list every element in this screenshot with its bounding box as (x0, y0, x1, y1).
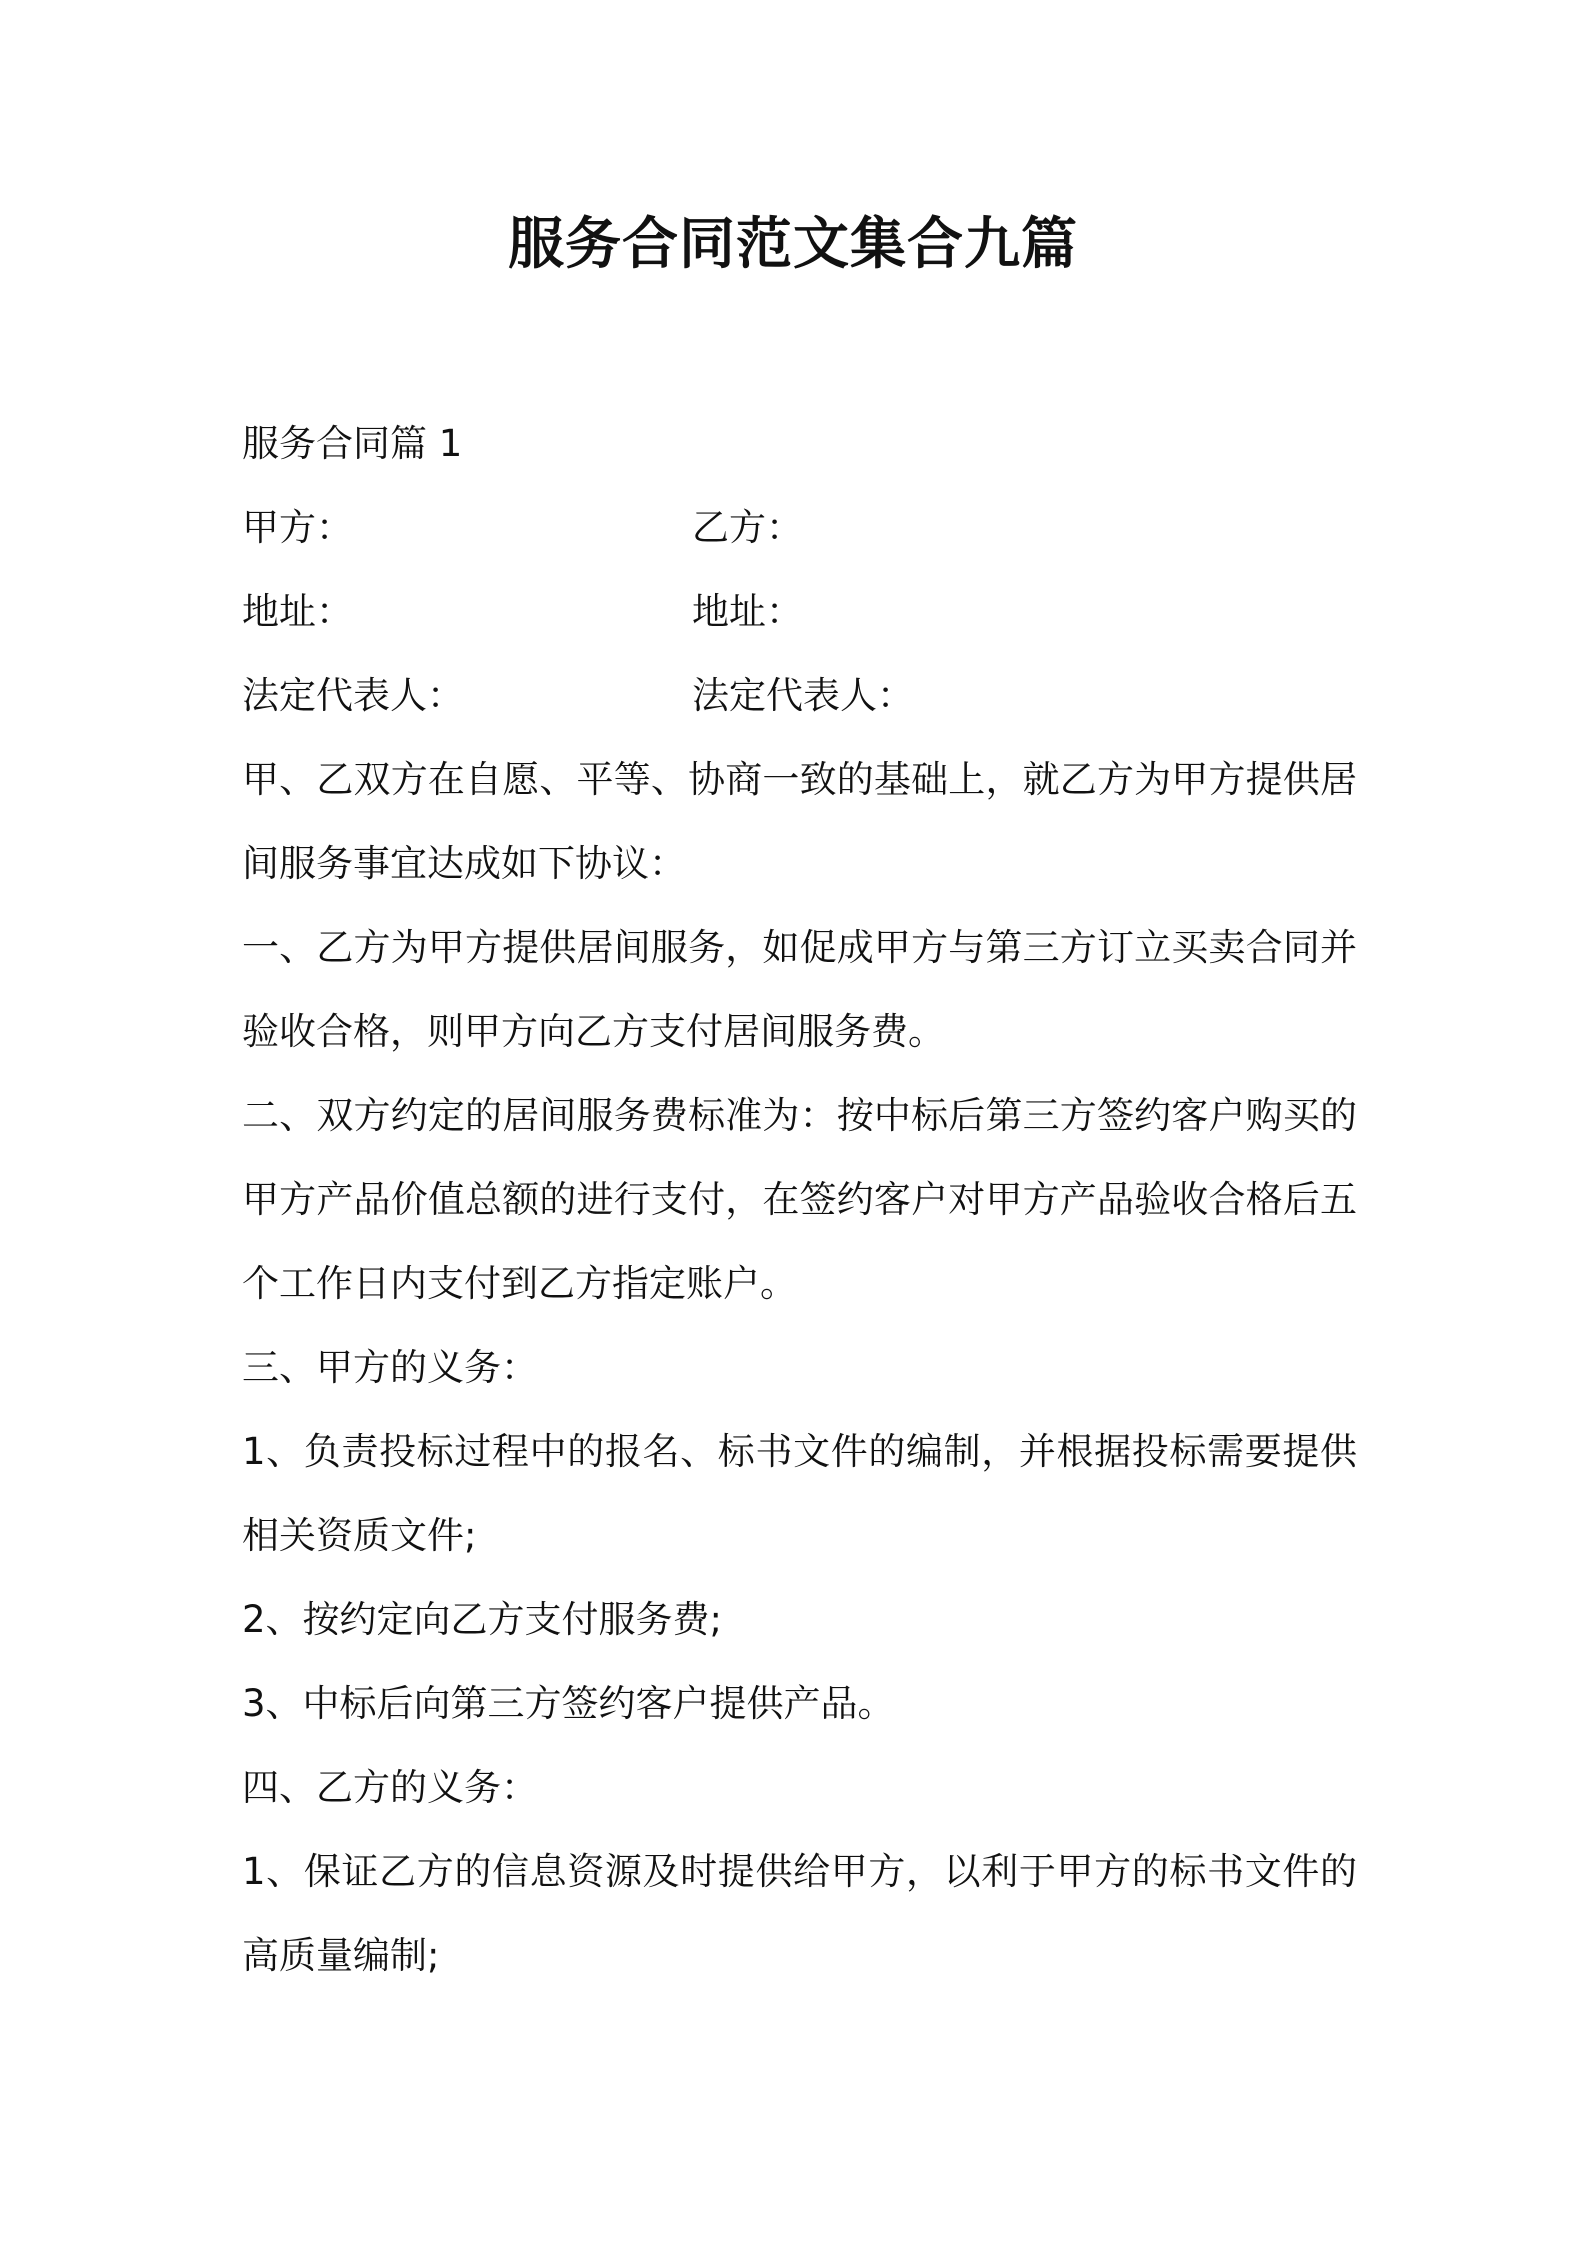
party-a-name-label: 甲方： (242, 506, 353, 549)
paragraph-clause-3-heading (242, 1326, 1362, 1410)
party-row-representative (242, 654, 1362, 738)
paragraph-line: 一、乙方为甲方提供居间服务，如促成甲方与第三方订立买卖合同并 (242, 926, 1357, 969)
section-heading: 服务合同篇 1 (242, 422, 463, 465)
paragraph-line: 间服务事宜达成如下协议： (242, 842, 686, 885)
paragraph-line: 相关资质文件; (242, 1514, 477, 1557)
party-b-representative-label: 法定代表人： (692, 674, 914, 717)
paragraph-line: 甲、乙双方在自愿、平等、协商一致的基础上，就乙方为甲方提供居 (242, 758, 1357, 801)
paragraph-clause-4-item-1 (242, 1830, 1362, 1998)
paragraph-line: 四、乙方的义务： (242, 1766, 538, 1809)
party-row-address (242, 570, 1362, 654)
paragraph-clause-1 (242, 906, 1362, 1074)
paragraph-line: 三、甲方的义务： (242, 1346, 538, 1389)
paragraph-line: 验收合格，则甲方向乙方支付居间服务费。 (242, 1010, 945, 1053)
paragraph-clause-3-item-1 (242, 1410, 1362, 1578)
party-row-name (242, 486, 1362, 570)
paragraph-clause-3-item-2 (242, 1578, 1362, 1662)
party-a-address-label: 地址： (242, 590, 353, 633)
paragraph-line: 2、按约定向乙方支付服务费; (242, 1598, 723, 1641)
paragraph-clause-3-item-3 (242, 1662, 1362, 1746)
paragraph-line: 二、双方约定的居间服务费标准为：按中标后第三方签约客户购买的 (242, 1094, 1357, 1137)
paragraph-preamble (242, 738, 1362, 906)
paragraph-line: 甲方产品价值总额的进行支付，在签约客户对甲方产品验收合格后五 (242, 1178, 1357, 1221)
paragraph-clause-2 (242, 1074, 1362, 1326)
document-title: 服务合同范文集合九篇 (508, 212, 1078, 277)
party-b-address-label: 地址： (692, 590, 803, 633)
party-a-representative-label: 法定代表人： (242, 674, 464, 717)
paragraph-clause-4-heading (242, 1746, 1362, 1830)
paragraph-line: 1、保证乙方的信息资源及时提供给甲方，以利于甲方的标书文件的 (242, 1850, 1357, 1893)
paragraph-line: 3、中标后向第三方签约客户提供产品。 (242, 1682, 895, 1725)
document-body (242, 402, 1362, 1998)
party-b-name-label: 乙方： (692, 506, 803, 549)
paragraph-line: 个工作日内支付到乙方指定账户。 (242, 1262, 797, 1305)
paragraph-line: 1、负责投标过程中的报名、标书文件的编制，并根据投标需要提供 (242, 1430, 1357, 1473)
paragraph-line: 高质量编制; (242, 1934, 440, 1977)
